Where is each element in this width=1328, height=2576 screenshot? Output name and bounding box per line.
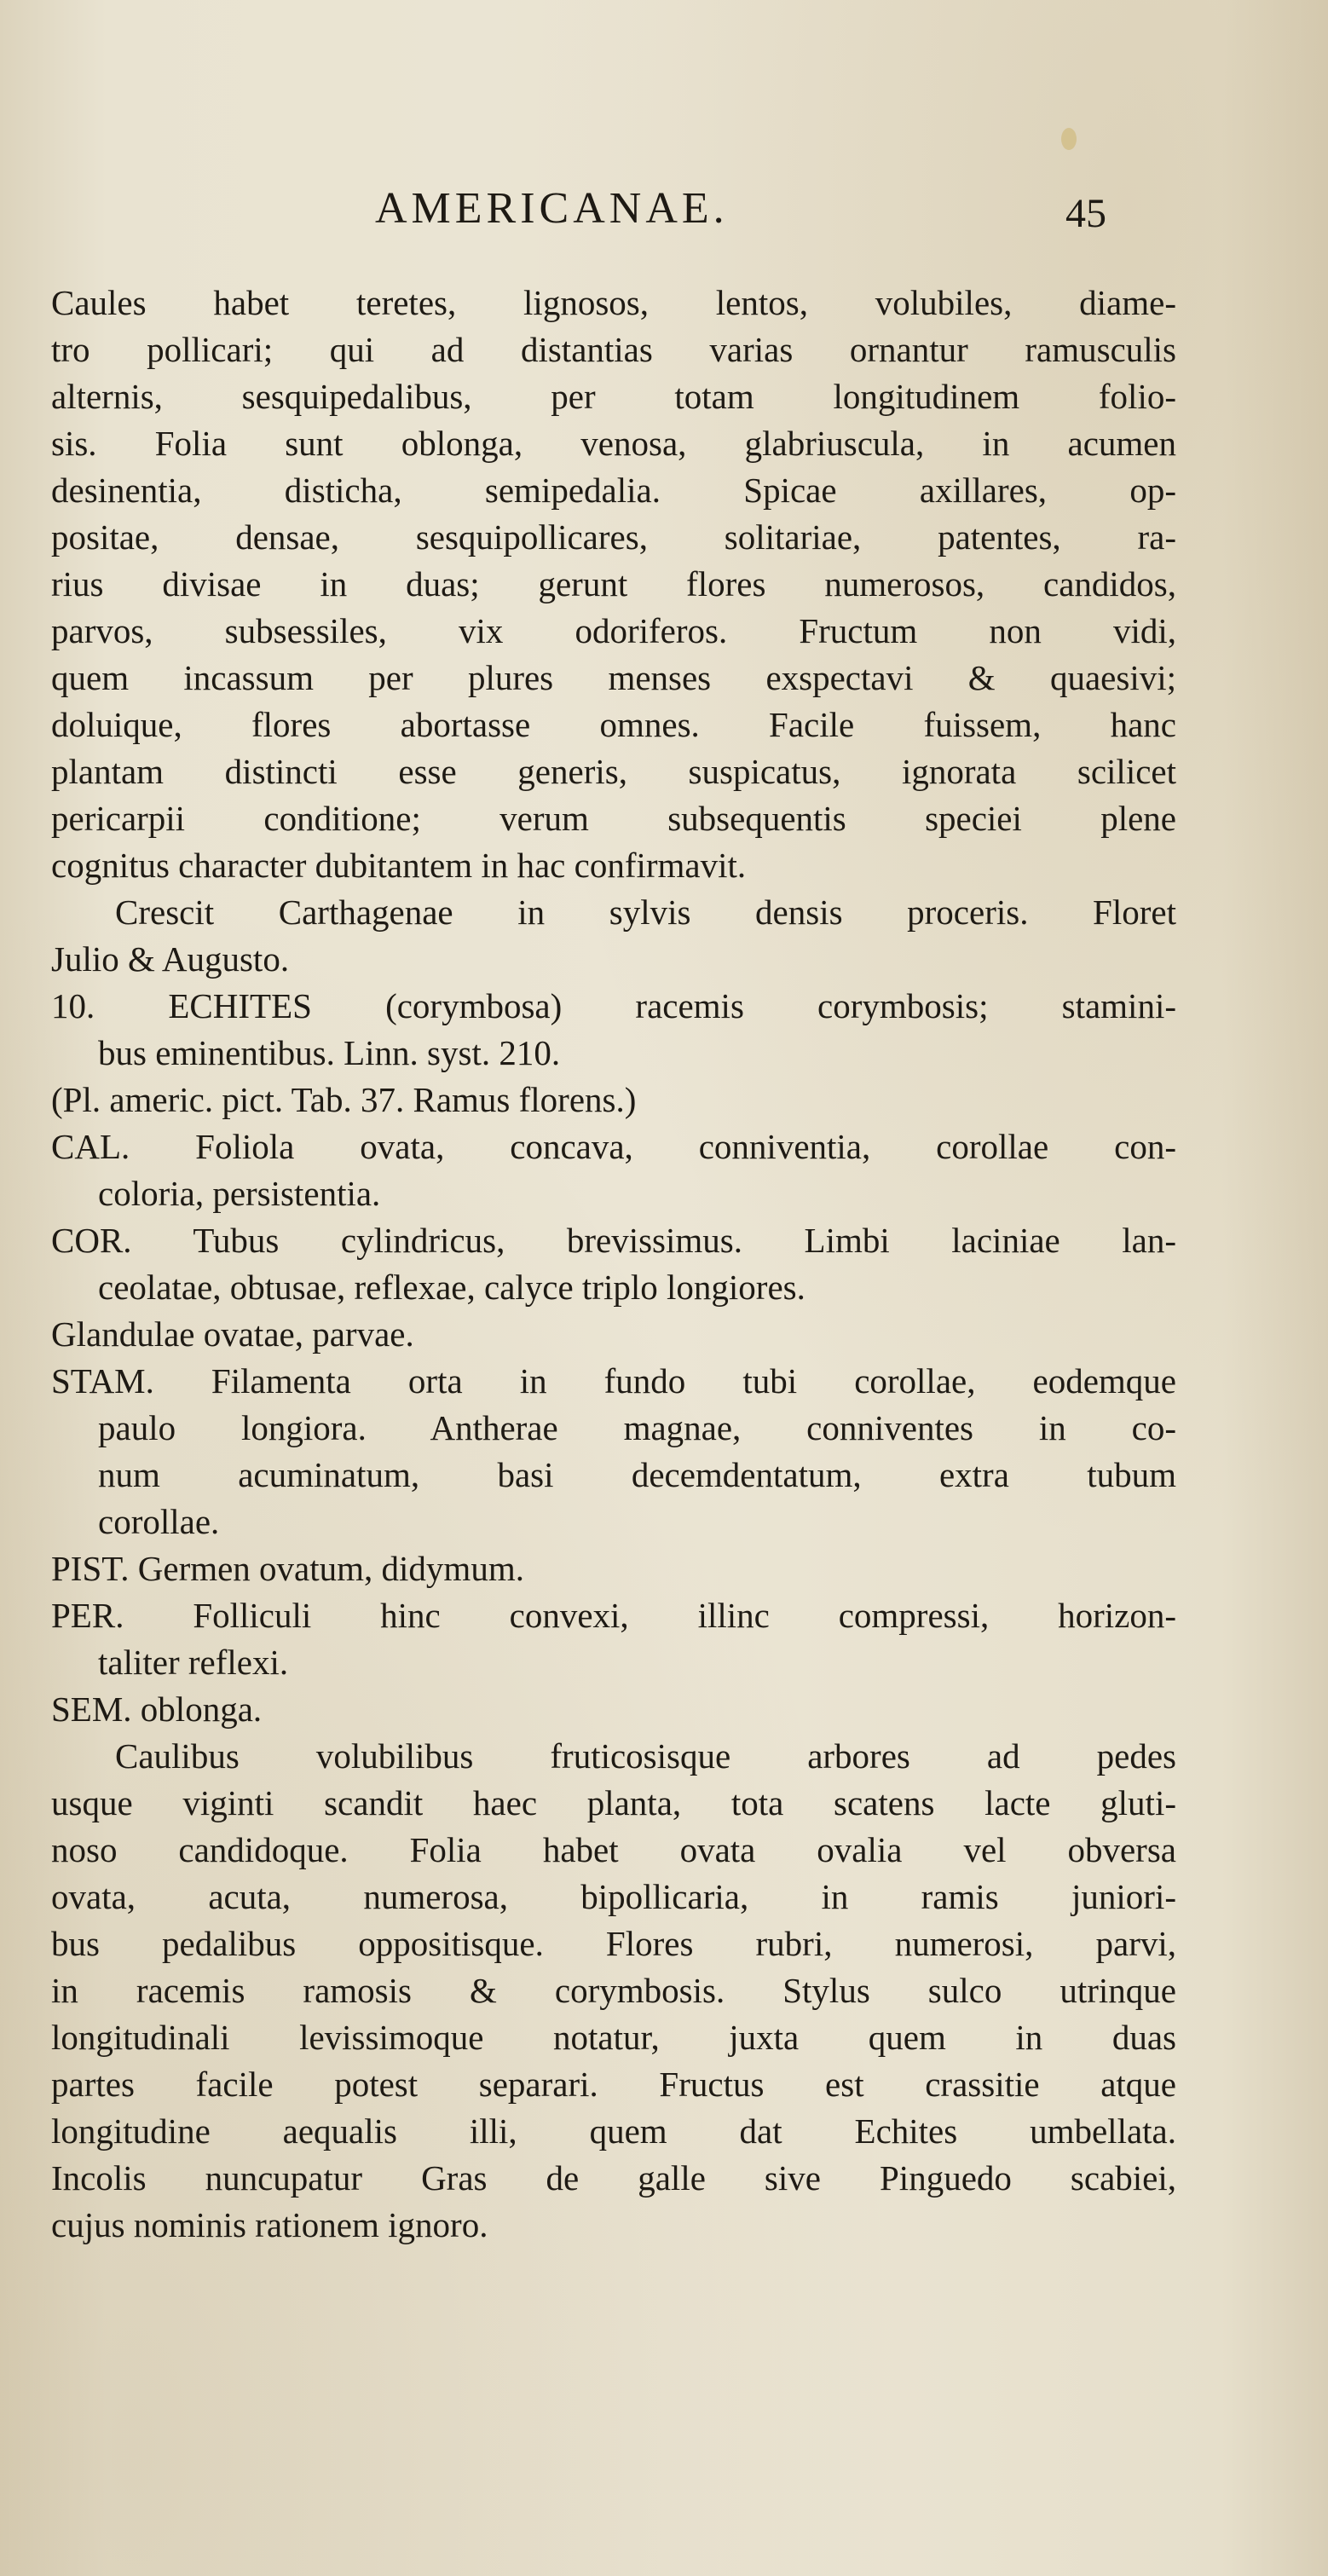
description-entry xyxy=(51,1592,1176,1686)
species-entry xyxy=(51,983,1176,1077)
plate-reference: (Pl. americ. pict. Tab. 37. Ramus florens.) xyxy=(51,1080,637,1119)
description-line: STAM. Filamenta orta in fundo tubi corollae, eodemque xyxy=(51,1361,1176,1401)
description-entry xyxy=(51,1686,1176,1733)
description-line: ceolatae, obtusae, reflexae, calyce triplo longiores. xyxy=(98,1268,805,1307)
text-line: quem incassum per plures menses exspectavi & quaesivi; xyxy=(51,658,1176,697)
text-line: ovata, acuta, numerosa, bipollicaria, in ramis juniori- xyxy=(51,1877,1176,1916)
text-line: longitudinali levissimoque notatur, juxta quem in duas xyxy=(51,2018,1176,2057)
text-line: alternis, sesquipedalibus, per totam longitudinem folio- xyxy=(51,377,1176,416)
description-line: CAL. Foliola ovata, concava, conniventia, corollae con- xyxy=(51,1127,1176,1166)
description-entry xyxy=(51,1545,1176,1592)
text-line: noso candidoque. Folia habet ovata ovalia vel obversa xyxy=(51,1830,1176,1869)
description-line: corollae. xyxy=(98,1502,220,1541)
description-line: SEM. oblonga. xyxy=(51,1689,263,1729)
text-line: Julio & Augusto. xyxy=(51,939,290,979)
text-line: parvos, subsessiles, vix odoriferos. Fructum non vidi, xyxy=(51,611,1176,650)
text-block xyxy=(51,280,1176,2249)
paragraph-notes xyxy=(51,1733,1176,2249)
description-line: COR. Tubus cylindricus, brevissimus. Limbi laciniae lan- xyxy=(51,1221,1176,1260)
description-entry xyxy=(51,1123,1176,1217)
paragraph-habitat xyxy=(51,889,1176,983)
description-line: paulo longiora. Antherae magnae, conniventes in co- xyxy=(98,1408,1176,1447)
text-line: cognitus character dubitantem in hac confirmavit. xyxy=(51,846,747,885)
running-title: AMERICANAE. xyxy=(375,184,729,233)
morphological-description xyxy=(51,1123,1176,1733)
species-line: bus eminentibus. Linn. syst. 210. xyxy=(98,1033,561,1072)
description-line: PIST. Germen ovatum, didymum. xyxy=(51,1549,524,1588)
description-line: num acuminatum, basi decemdentatum, extra tubum xyxy=(98,1455,1176,1494)
description-entry xyxy=(51,1358,1176,1545)
text-line: desinentia, disticha, semipedalia. Spicae axillares, op- xyxy=(51,471,1176,510)
text-line: Incolis nuncupatur Gras de galle sive Pinguedo scabiei, xyxy=(51,2158,1176,2198)
description-line: coloria, persistentia. xyxy=(98,1174,381,1213)
description-line: Glandulae ovatae, parvae. xyxy=(51,1314,414,1354)
text-line: pericarpii conditione; verum subsequentis speciei plene xyxy=(51,799,1176,838)
description-line: PER. Folliculi hinc convexi, illinc compressi, horizon- xyxy=(51,1596,1176,1635)
text-line: Caules habet teretes, lignosos, lentos, volubiles, diame- xyxy=(51,283,1176,322)
text-line: longitudine aequalis illi, quem dat Echites umbellata. xyxy=(51,2111,1176,2151)
text-line: bus pedalibus oppositisque. Flores rubri, numerosi, parvi, xyxy=(51,1924,1176,1963)
species-line: 10. ECHITES (corymbosa) racemis corymbosis; stamini- xyxy=(51,986,1176,1025)
text-line: doluique, flores abortasse omnes. Facile fuissem, hanc xyxy=(51,705,1176,744)
description-entry xyxy=(51,1217,1176,1311)
text-line: cujus nominis rationem ignoro. xyxy=(51,2205,488,2244)
text-line: tro pollicari; qui ad distantias varias ornantur ramusculis xyxy=(51,330,1176,369)
description-entry xyxy=(51,1311,1176,1358)
description-line: taliter reflexi. xyxy=(98,1643,289,1682)
text-line: positae, densae, sesquipollicares, solitariae, patentes, ra- xyxy=(51,517,1176,557)
text-line: usque viginti scandit haec planta, tota scatens lacte gluti- xyxy=(51,1783,1176,1822)
paper-stain xyxy=(1061,128,1077,150)
text-line: Crescit Carthagenae in sylvis densis proceris. Floret xyxy=(115,892,1176,932)
text-line: plantam distincti esse generis, suspicatus, ignorata scilicet xyxy=(51,752,1176,791)
page-number: 45 xyxy=(1065,191,1106,236)
text-line: partes facile potest separari. Fructus est crassitie atque xyxy=(51,2065,1176,2104)
text-line: rius divisae in duas; gerunt flores numerosos, candidos, xyxy=(51,564,1176,604)
text-line: sis. Folia sunt oblonga, venosa, glabriuscula, in acumen xyxy=(51,424,1176,463)
text-line: Caulibus volubilibus fruticosisque arbores ad pedes xyxy=(115,1736,1176,1776)
paragraph-description xyxy=(51,280,1176,889)
running-head xyxy=(0,183,1328,243)
text-line: in racemis ramosis & corymbosis. Stylus sulco utrinque xyxy=(51,1971,1176,2010)
